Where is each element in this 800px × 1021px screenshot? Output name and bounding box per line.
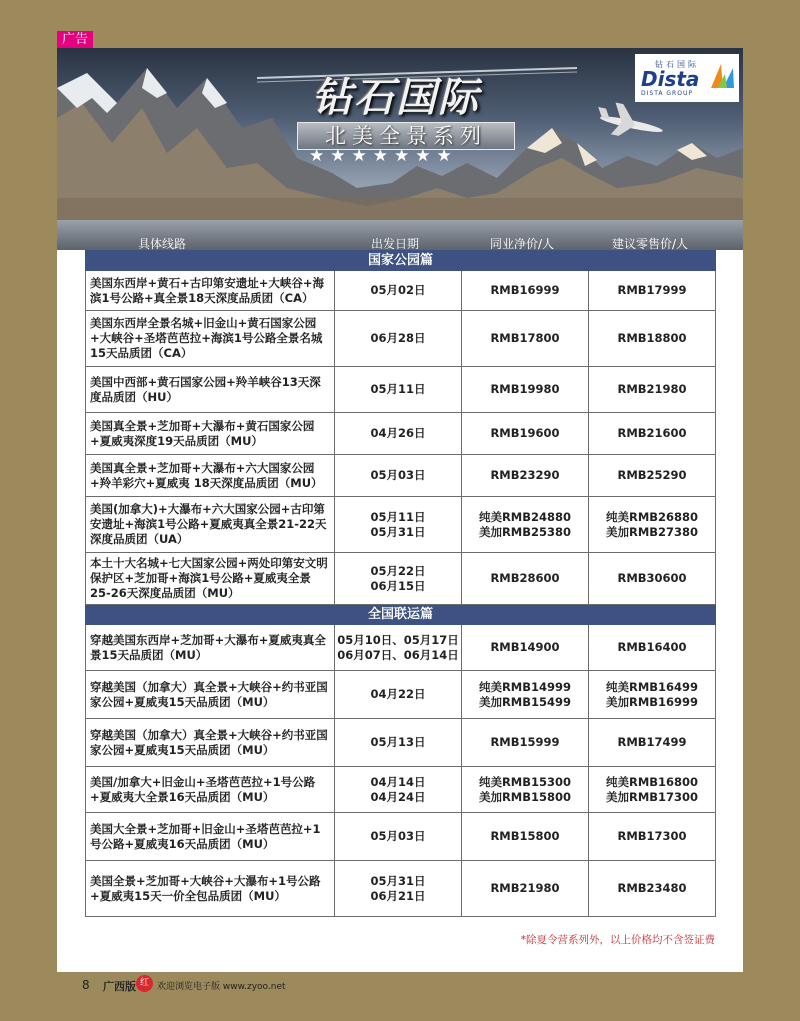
retail-price-cell: RMB16400	[589, 625, 716, 671]
page-footer	[0, 972, 800, 998]
visa-note: *除夏令营系列外，以上价格均不含签证费	[520, 934, 715, 946]
date-cell: 06月28日	[335, 311, 462, 367]
trade-price-cell: RMB15999	[462, 719, 589, 767]
trade-price-cell: RMB14900	[462, 625, 589, 671]
logo-name: Dista	[641, 67, 700, 91]
table-row	[86, 367, 716, 413]
trade-price-cell: RMB28600	[462, 553, 589, 605]
retail-price-cell: 纯美RMB26880 美加RMB27380	[589, 497, 716, 553]
table-header	[57, 220, 743, 250]
advertisement-page	[57, 48, 743, 972]
table-row	[86, 813, 716, 861]
header-trade-price: 同业净价/人	[489, 237, 555, 251]
retail-price-cell: RMB21980	[589, 367, 716, 413]
table-row	[86, 625, 716, 671]
header-route: 具体线路	[137, 237, 187, 251]
logo-sail-icon	[707, 60, 737, 90]
date-cell: 05月31日 06月21日	[335, 861, 462, 917]
route-cell: 美国全景+芝加哥+大峡谷+大瀑布+1号公路+夏威夷15天一价全包品质团（MU）	[86, 861, 335, 917]
header-date: 出发日期	[370, 237, 420, 251]
header-retail-price: 建议零售价/人	[611, 237, 689, 251]
stars-decoration: ★★★★★★★	[309, 146, 458, 166]
route-cell: 穿越美国东西岸+芝加哥+大瀑布+夏威夷真全景15天品质团（MU）	[86, 625, 335, 671]
series-title: 北美全景系列	[297, 122, 515, 150]
trade-price-cell: RMB17800	[462, 311, 589, 367]
route-cell: 美国(加拿大)+大瀑布+六大国家公园+古印第安遗址+海滨1号公路+夏威夷真全景21-22天深度品质团（UA）	[86, 497, 335, 553]
date-cell: 05月03日	[335, 455, 462, 497]
welcome-link[interactable]: 欢迎浏览电子版 www.zyoo.net	[157, 982, 286, 992]
route-cell: 美国东西岸全景名城+旧金山+黄石国家公园+大峡谷+圣塔芭芭拉+海滨1号公路全景名城15天品质团（CA）	[86, 311, 335, 367]
retail-price-cell: RMB30600	[589, 553, 716, 605]
table-row	[86, 719, 716, 767]
table-row	[86, 767, 716, 813]
dista-logo	[635, 54, 739, 102]
section-header	[86, 251, 716, 271]
section-title: 国家公园篇	[86, 251, 716, 271]
route-cell: 美国真全景+芝加哥+大瀑布+黄石国家公园+夏威夷深度19天品质团（MU）	[86, 413, 335, 455]
table-row	[86, 553, 716, 605]
trade-price-cell: 纯美RMB15300 美加RMB15800	[462, 767, 589, 813]
section-header	[86, 605, 716, 625]
table-row	[86, 861, 716, 917]
table-row	[86, 497, 716, 553]
retail-price-cell: RMB17999	[589, 271, 716, 311]
trade-price-cell: RMB19980	[462, 367, 589, 413]
retail-price-cell: RMB17300	[589, 813, 716, 861]
date-cell: 05月22日 06月15日	[335, 553, 462, 605]
table-row	[86, 311, 716, 367]
route-cell: 美国真全景+芝加哥+大瀑布+六大国家公园+羚羊彩穴+夏威夷 18天深度品质团（MU）	[86, 455, 335, 497]
table-row	[86, 271, 716, 311]
retail-price-cell: RMB21600	[589, 413, 716, 455]
trade-price-cell: 纯美RMB14999 美加RMB15499	[462, 671, 589, 719]
date-cell: 05月10日、05月17日 06月07日、06月14日	[335, 625, 462, 671]
table-row	[86, 455, 716, 497]
table-row	[86, 671, 716, 719]
retail-price-cell: 纯美RMB16800 美加RMB17300	[589, 767, 716, 813]
retail-price-cell: RMB18800	[589, 311, 716, 367]
trade-price-cell: RMB15800	[462, 813, 589, 861]
route-cell: 美国东西岸+黄石+古印第安遗址+大峡谷+海滨1号公路+真全景18天深度品质团（CA）	[86, 271, 335, 311]
route-cell: 美国大全景+芝加哥+旧金山+圣塔芭芭拉+1号公路+夏威夷16天品质团（MU）	[86, 813, 335, 861]
route-cell: 穿越美国（加拿大）真全景+大峡谷+约书亚国家公园+夏威夷15天品质团（MU）	[86, 719, 335, 767]
date-cell: 04月26日	[335, 413, 462, 455]
banner	[57, 48, 743, 220]
logo-chinese: 钻石国际	[655, 60, 699, 69]
route-cell: 美国/加拿大+旧金山+圣塔芭芭拉+1号公路+夏威夷大全景16天品质团（MU）	[86, 767, 335, 813]
date-cell: 04月14日 04月24日	[335, 767, 462, 813]
date-cell: 05月11日	[335, 367, 462, 413]
page-number: 8	[82, 978, 90, 992]
date-cell: 05月11日 05月31日	[335, 497, 462, 553]
trade-price-cell: 纯美RMB24880 美加RMB25380	[462, 497, 589, 553]
section-title: 全国联运篇	[86, 605, 716, 625]
route-cell: 美国中西部+黄石国家公园+羚羊峡谷13天深度品质团（HU）	[86, 367, 335, 413]
route-cell: 本土十大名城+七大国家公园+两处印第安文明保护区+芝加哥+海滨1号公路+夏威夷全景25-26天深度品质团（MU）	[86, 553, 335, 605]
routes-table	[85, 250, 716, 917]
date-cell: 04月22日	[335, 671, 462, 719]
date-cell: 05月02日	[335, 271, 462, 311]
trade-price-cell: RMB16999	[462, 271, 589, 311]
retail-price-cell: RMB17499	[589, 719, 716, 767]
retail-price-cell: RMB25290	[589, 455, 716, 497]
retail-price-cell: 纯美RMB16499 美加RMB16999	[589, 671, 716, 719]
trade-price-cell: RMB19600	[462, 413, 589, 455]
routes-table-body	[86, 251, 716, 917]
retail-price-cell: RMB23480	[589, 861, 716, 917]
ad-tag: 广告	[57, 31, 93, 48]
brand-title: 钻石国际	[312, 75, 480, 121]
red-badge-icon: 红	[136, 975, 153, 992]
date-cell: 05月03日	[335, 813, 462, 861]
edition-label: 广西版	[103, 980, 136, 993]
table-row	[86, 413, 716, 455]
trade-price-cell: RMB23290	[462, 455, 589, 497]
trade-price-cell: RMB21980	[462, 861, 589, 917]
logo-subtitle: DISTA GROUP	[641, 90, 693, 97]
date-cell: 05月13日	[335, 719, 462, 767]
route-cell: 穿越美国（加拿大）真全景+大峡谷+约书亚国家公园+夏威夷15天品质团（MU）	[86, 671, 335, 719]
